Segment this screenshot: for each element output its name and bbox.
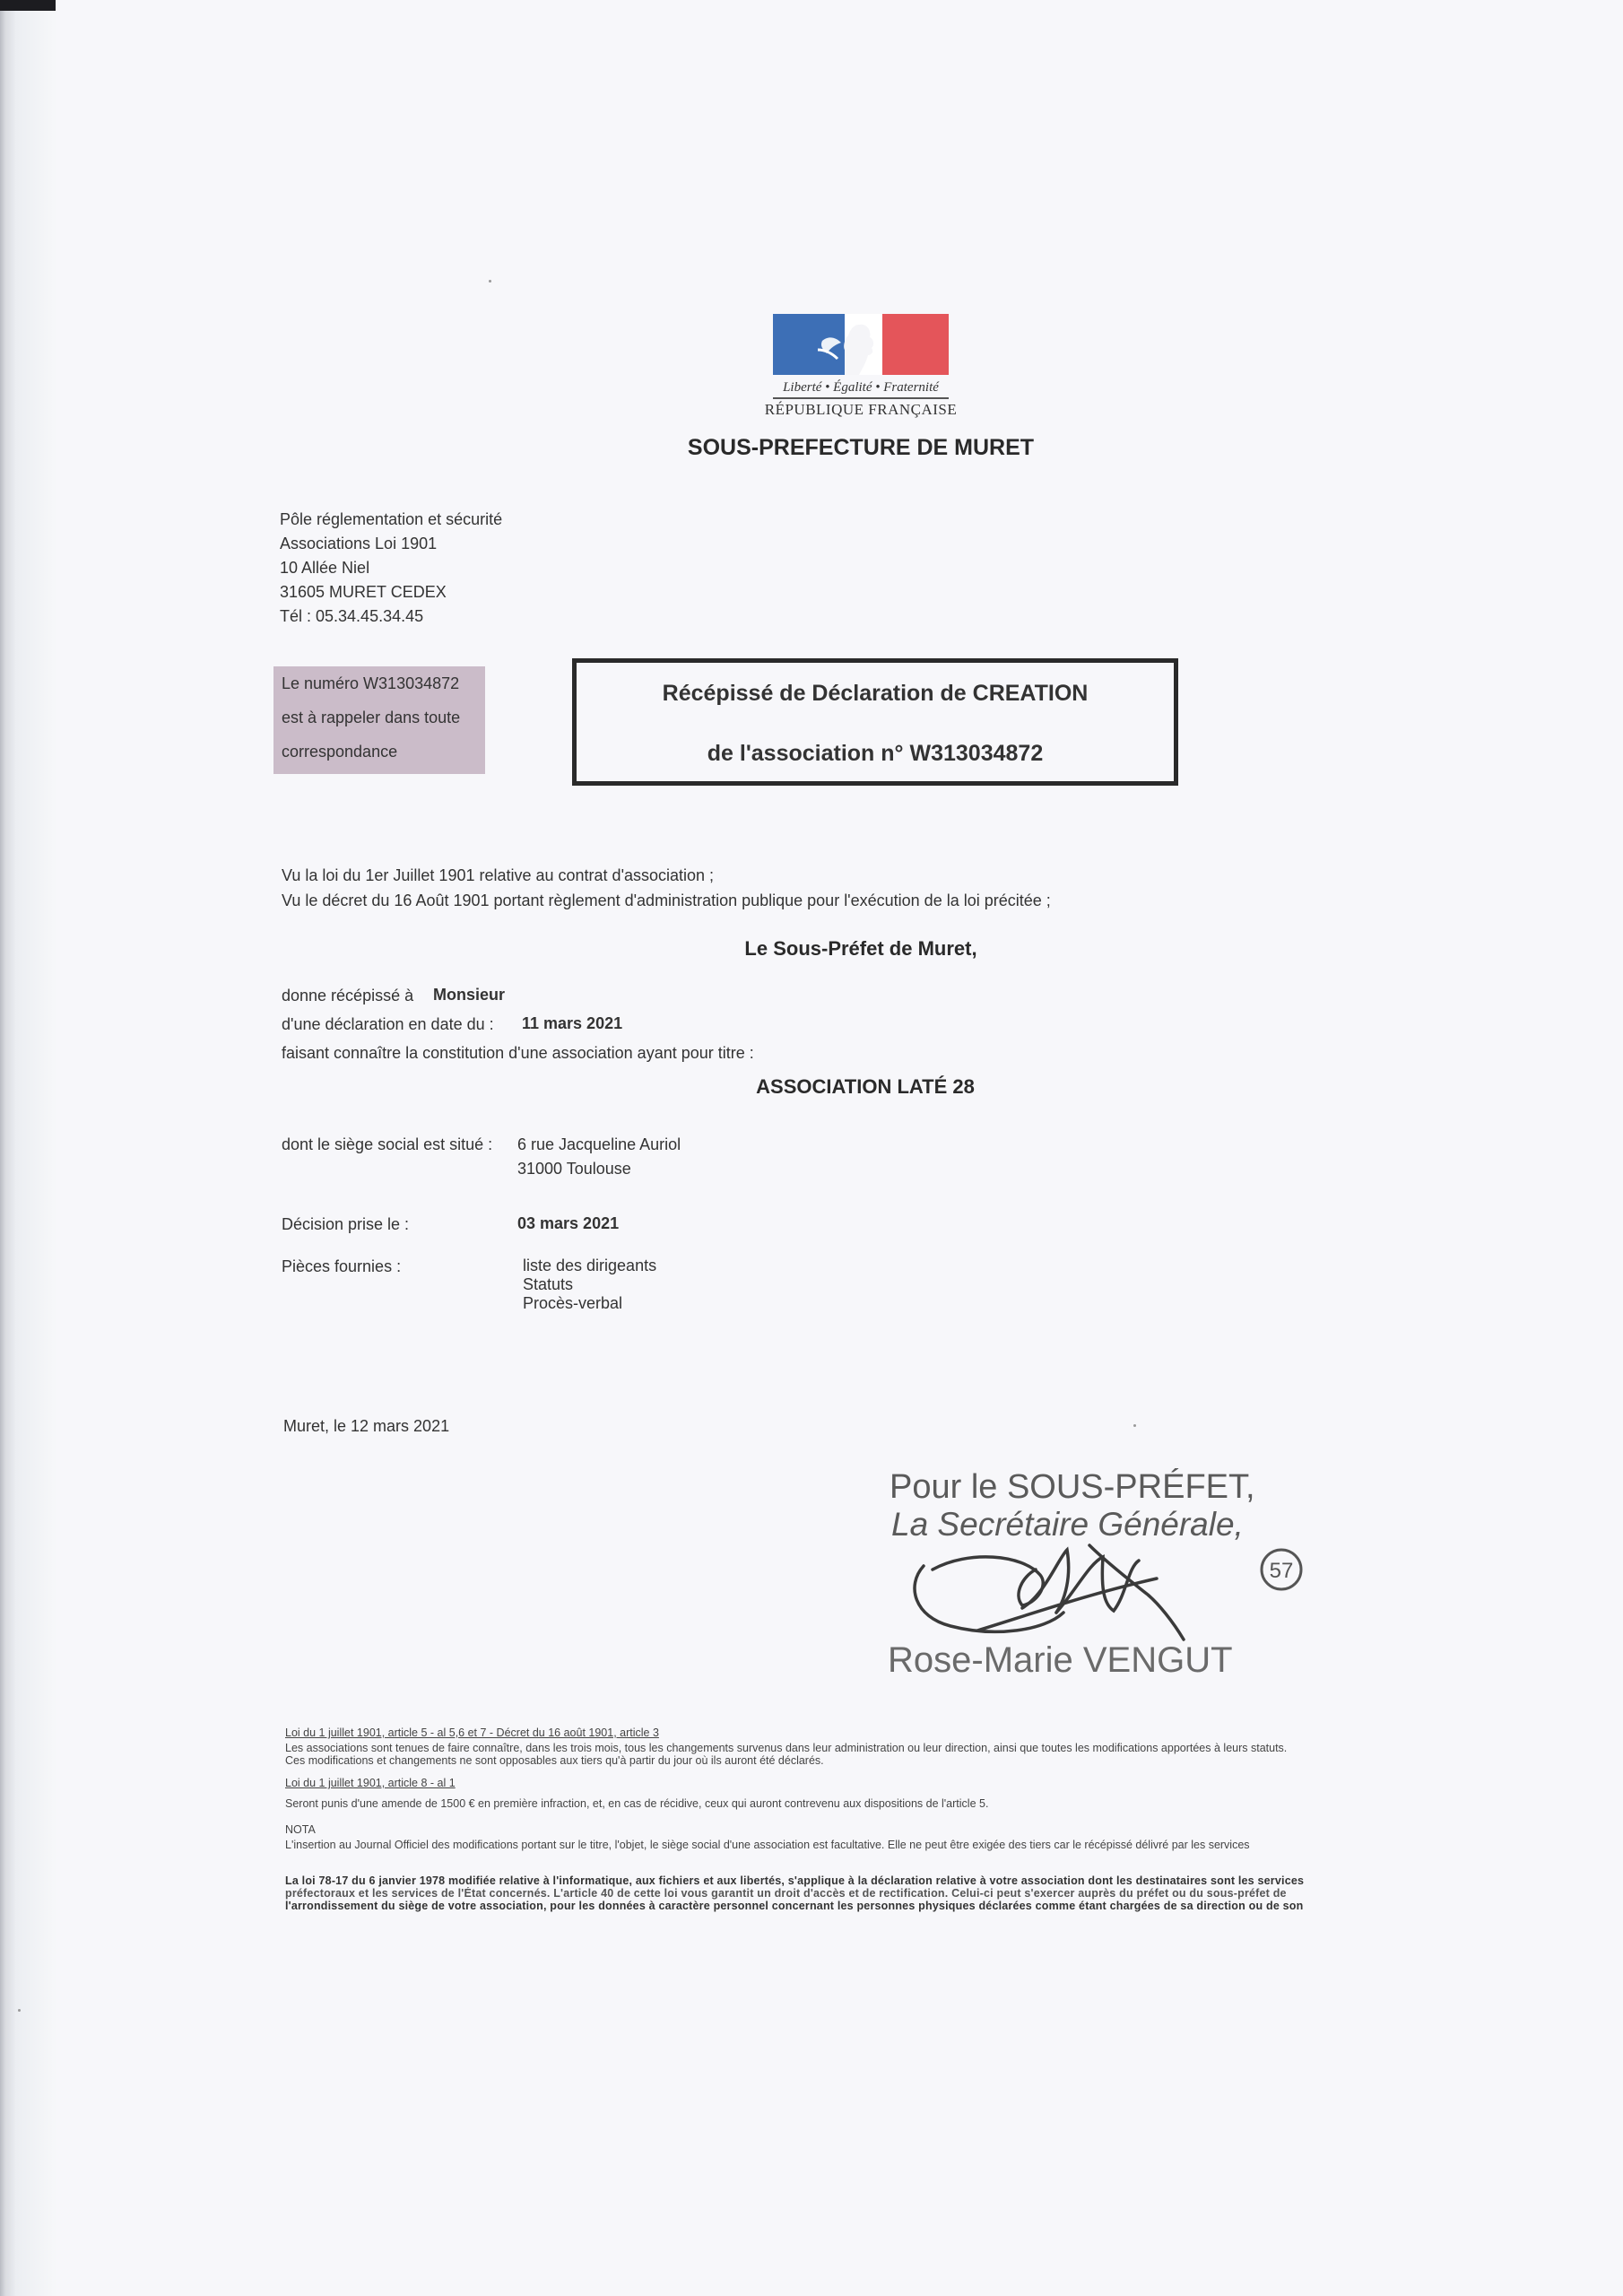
decision-date: 03 mars 2021 [517,1214,620,1232]
siege-city: 31000 Toulouse [517,1160,631,1178]
legal-basis-decree: Vu le décret du 16 Août 1901 portant règlement d'administration publique pour l'exécution de la loi précitée ; [282,891,1051,909]
scan-speck [1133,1424,1136,1427]
pieces-label: Pièces fournies : [282,1257,402,1275]
stamp-signatory: Rose-Marie VENGUT [888,1640,1233,1680]
receipt-to-label: donne récépissé à [282,987,414,1004]
declaration-date-label: d'une déclaration en date du : [282,1015,494,1033]
scan-speck [18,2009,21,2012]
receipt-title: Récépissé de Déclaration de CREATION [662,681,1089,706]
piece-item: Procès-verbal [523,1294,623,1312]
piece-item: Statuts [523,1275,574,1293]
nota-label: NOTA [285,1823,316,1836]
address-line: Tél : 05.34.45.34.45 [280,607,424,625]
stamp-line-1: Pour le SOUS-PRÉFET, [890,1468,1255,1506]
notice-line: correspondance [282,743,398,761]
notice-line: Le numéro W313034872 [282,674,460,692]
cnil-line-3: l'arrondissement du siège de votre association, pour les données à caractère personnel concernant les personnes physiques déclarées comme étant chargées de sa direction ou de son [285,1900,1304,1912]
receipt-title-box [572,658,1178,786]
reference-notice [273,666,485,774]
legal-basis-law: Vu la loi du 1er Juillet 1901 relative au contrat d'association ; [282,866,715,884]
address-line: 31605 MURET CEDEX [280,583,447,601]
logo-rule [773,397,949,399]
handwritten-signature [915,1545,1184,1639]
place-date: Muret, le 12 mars 2021 [283,1417,450,1435]
legal-ref-1: Loi du 1 juillet 1901, article 5 - al 5,6 et 7 - Décret du 16 août 1901, article 3 [285,1726,659,1739]
legal-text-1a: Les associations sont tenues de faire connaître, dans les trois mois, tous les changements survenus dans leur administration ou leur direction, ainsi que toutes les modifications apportées à leurs statuts. [285,1742,1288,1754]
receipt-to-value: Monsieur [433,986,506,1004]
notice-line: est à rappeler dans toute [282,709,461,726]
office-title: SOUS-PREFECTURE DE MURET [687,435,1035,460]
stamp-number: 57 [1269,1559,1294,1583]
declaration-date: 11 mars 2021 [522,1014,623,1032]
legal-text-1b: Ces modifications et changements ne sont opposables aux tiers qu'à partir du jour où ils auront été déclarés. [285,1754,824,1767]
scan-speck [489,280,491,283]
cnil-line-2: préfectoraux et les services de l'État concernés. L'article 40 de cette loi vous garantit un droit d'accès et de rectification. Celui-ci peut s'exercer auprès du préfet ou du sous-préfet de [285,1887,1287,1900]
association-number: de l'association n° W313034872 [707,741,1044,766]
scan-corner [0,0,59,11]
sender-address [280,508,502,629]
constitution-text: faisant connaître la constitution d'une association ayant pour titre : [282,1044,754,1062]
nota-text: L'insertion au Journal Officiel des modifications portant sur le titre, l'objet, le siège social d'une association est facultative. Elle ne peut être exigée des tiers car le récépissé délivré par les services [285,1839,1250,1851]
stamp-line-2: La Secrétaire Générale, [891,1506,1244,1543]
legal-ref-2: Loi du 1 juillet 1901, article 8 - al 1 [285,1777,456,1789]
scan-edge [0,0,56,2296]
association-name: ASSOCIATION LATÉ 28 [756,1075,975,1098]
siege-label: dont le siège social est situé : [282,1135,493,1153]
signature-stamp [888,1460,1318,1693]
republic-label: RÉPUBLIQUE FRANÇAISE [764,401,958,418]
cnil-line-1: La loi 78-17 du 6 janvier 1978 modifiée relative à l'informatique, aux fichiers et aux libertés, s'applique à la déclaration relative à votre association dont les destinataires sont les services [285,1874,1305,1887]
authority: Le Sous-Préfet de Muret, [744,937,977,960]
decision-label: Décision prise le : [282,1215,410,1233]
motto: Liberté • Égalité • Fraternité [783,380,939,395]
address-line: 10 Allée Niel [280,559,370,577]
piece-item: liste des dirigeants [523,1257,657,1274]
address-line: Pôle réglementation et sécurité [280,510,503,528]
legal-text-2: Seront punis d'une amende de 1500 € en première infraction, et, en cas de récidive, ceux qui auront contrevenu aux dispositions de l'article 5. [285,1797,989,1810]
address-line: Associations Loi 1901 [280,535,438,552]
siege-street: 6 rue Jacqueline Auriol [517,1135,681,1153]
